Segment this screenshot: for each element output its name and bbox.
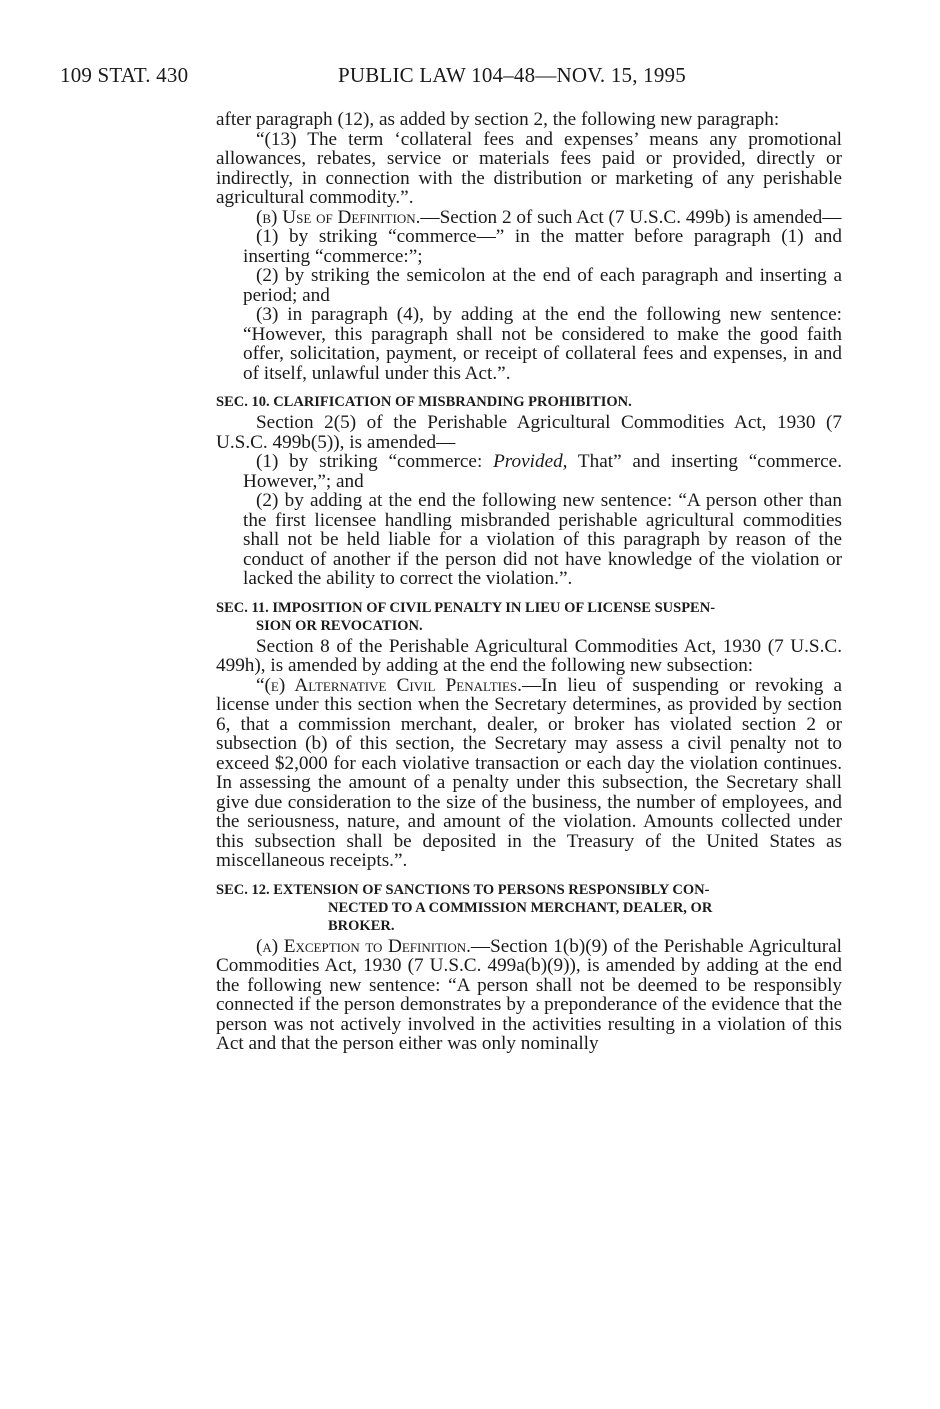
section-10-heading: SEC. 10. CLARIFICATION OF MISBRANDING PROHIBITION.	[216, 394, 632, 410]
section-11-subsection-e	[216, 676, 842, 871]
amendment-item-1: (1) by striking “commerce—” in the matter before paragraph (1) and inserting “commerce:”;	[243, 226, 842, 267]
section-10-item-1	[216, 452, 842, 491]
amendment-item-2: (2) by striking the semicolon at the end of each paragraph and inserting a period; and	[243, 265, 842, 306]
subsection-b-text: —Section 2 of such Act (7 U.S.C. 499b) is amended—	[420, 206, 842, 228]
running-header: PUBLIC LAW 104–48—NOV. 15, 1995	[338, 63, 686, 87]
section-12-heading	[216, 881, 842, 935]
section-11-intro: Section 8 of the Perishable Agricultural Commodities Act, 1930 (7 U.S.C. 499h), is amended by adding at the end the following new subsection:	[216, 635, 842, 676]
section-12-subsection-a-text: —Section 1(b)(9) of the Perishable Agricultural Commodities Act, 1930 (7 U.S.C. 499a(b)(9)), is amended by adding at the end the following new sentence: “A person shall not be deemed to be responsibly connected if the person demonstrates by a preponderance of the evidence that the person was not actively involved in the activities resulting in a violation of this Act and that the person either was only nominally	[216, 935, 842, 1054]
page-number-header: 109 STAT. 430	[60, 63, 189, 87]
section-11-heading-line-2: SION OR REVOCATION.	[256, 617, 423, 634]
amendment-item-3: (3) in paragraph (4), by adding at the end the following new sentence: “However, this paragraph shall not be considered to make the good faith offer, solicitation, payment, or receipt of collateral fees and expenses, in and of itself, unlawful under this Act.”.	[243, 304, 842, 384]
section-12-heading-line-2: NECTED TO A COMMISSION MERCHANT, DEALER, OR	[328, 899, 713, 916]
section-11-subsection-e-text: —In lieu of suspending or revoking a license under this section when the Secretary determines, as provided by section 6, that a commission merchant, dealer, or broker has violated section 2 or subsection (b) of this section, the Secretary may assess a civil penalty not to exceed $2,000 for each violative transaction or each day the violation continues. In assessing the amount of a penalty under this subsection, the Secretary shall give due consideration to the size of the business, the number of employees, and the seriousness, nature, and amount of the violation. Amounts collected under this subsection shall be deposited in the Treasury of the United States as miscellaneous receipts.”.	[216, 674, 842, 871]
section-11-heading	[216, 599, 842, 635]
section-12-heading-line-1: SEC. 12. EXTENSION OF SANCTIONS TO PERSONS RESPONSIBLY CON-	[216, 881, 710, 898]
document-body	[216, 110, 842, 1054]
section-12-heading-line-3: BROKER.	[328, 917, 395, 934]
subsection-b-paragraph	[216, 208, 842, 228]
continuation-paragraph: after paragraph (12), as added by section 2, the following new paragraph:	[216, 109, 780, 130]
section-11-heading-line-1: SEC. 11. IMPOSITION OF CIVIL PENALTY IN LIEU OF LICENSE SUSPEN-	[216, 599, 716, 616]
section-10-item-2: (2) by adding at the end the following new sentence: “A person other than the first licensee handling misbranded perishable agricultural commodities shall not be held liable for a violation of this paragraph by reason of the conduct of another if the person did not have knowledge of the violation or lacked the ability to correct the violation.”.	[243, 490, 842, 589]
section-10-item-1-text-b: That” and inserting “commerce. However,”; and	[243, 451, 842, 492]
section-10-item-1-text-a: (1) by striking “commerce:	[256, 451, 494, 472]
quoted-definition-paragraph: “(13) The term ‘collateral fees and expenses’ means any promotional allowances, rebates, service or materials fees paid or provided, directly or indirectly, in connection with the distribution or marketing of any perishable agricultural commodity.”.	[216, 128, 842, 208]
section-11-subsection-e-label: “(e) Alternative Civil Penalties.	[256, 674, 522, 696]
subsection-b-label: (b) Use of Definition.	[256, 206, 421, 228]
section-12-subsection-a	[216, 937, 842, 1054]
section-12-subsection-a-label: (a) Exception to Definition.	[256, 935, 471, 957]
section-10-intro: Section 2(5) of the Perishable Agricultural Commodities Act, 1930 (7 U.S.C. 499b(5)), is amended—	[216, 412, 842, 453]
section-10-item-1-italic: Provided,	[493, 451, 568, 472]
